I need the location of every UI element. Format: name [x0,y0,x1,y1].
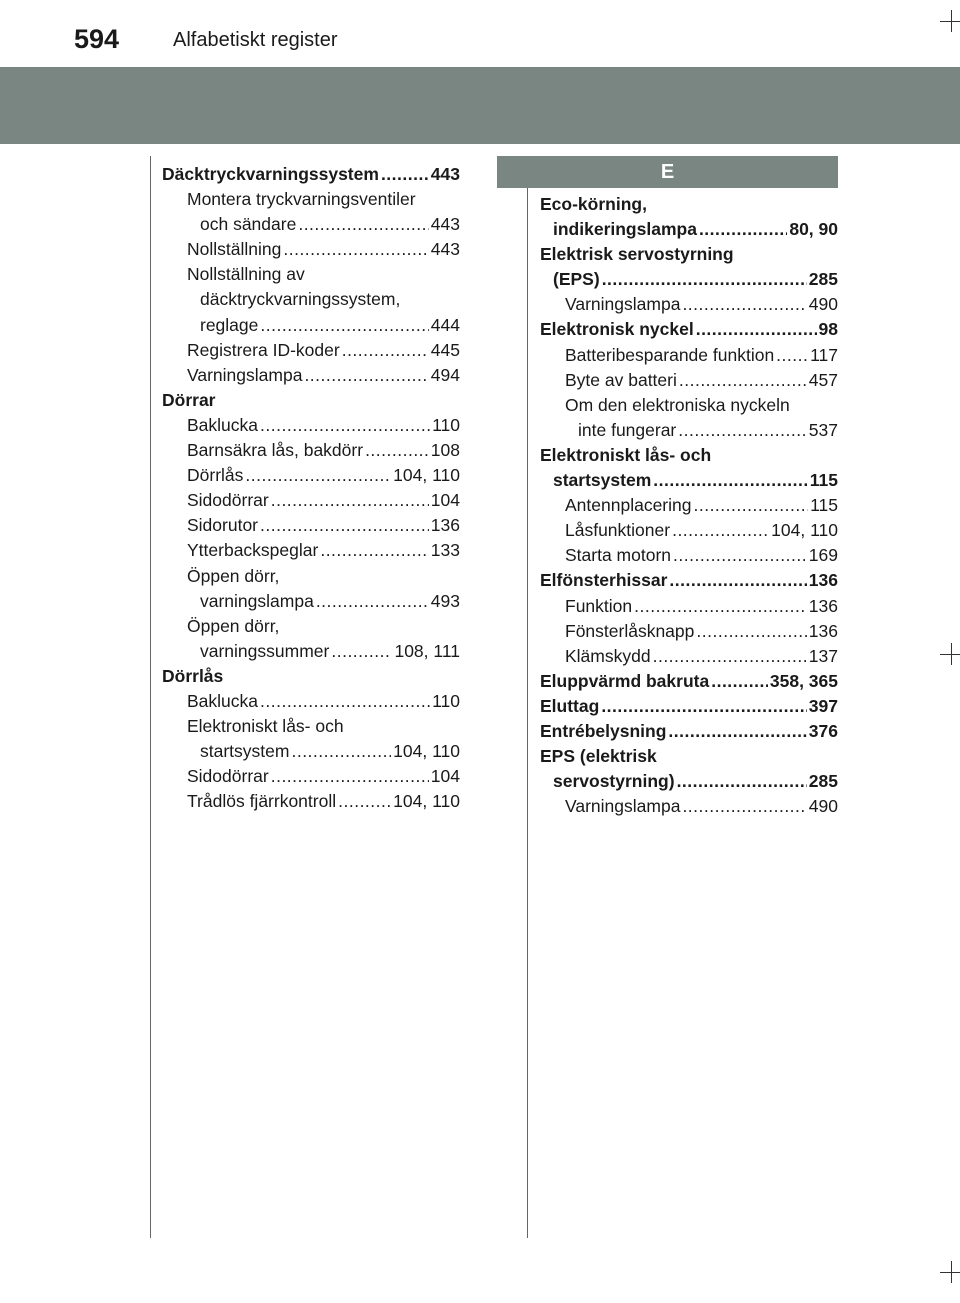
index-entry-term: Byte av batteri [565,369,677,390]
index-entry-page: 443 [430,164,460,184]
index-entry [162,388,460,413]
index-entry [162,237,460,262]
index-entry-page: 376 [808,720,838,741]
index-entry [162,488,460,513]
index-entry-term: servostyrning) [553,771,675,792]
index-entry-page: 397 [808,695,838,716]
index-entry [540,317,838,342]
index-entry [540,192,838,217]
index-entry-term: Låsfunktioner [565,520,671,541]
dot-leader [653,468,808,493]
index-entry-term: Trådlös fjärrkontroll [187,791,337,812]
index-entry [162,614,460,639]
dot-leader [365,438,429,463]
dot-leader [342,338,429,363]
index-entry-term: Eco-körning, [540,194,647,214]
dot-leader [260,689,430,714]
index-entry-page: 117 [810,344,838,365]
dot-leader [678,418,807,443]
index-entry-term: Elektroniskt lås- och [187,716,344,737]
dot-leader [381,162,429,187]
index-entry [162,564,460,589]
column-rule-left [150,156,151,1238]
index-entry-term: Sidorutor [187,515,259,536]
dot-leader [673,543,807,568]
index-entry [540,694,838,719]
index-entry [540,669,838,694]
dot-leader [668,719,806,744]
index-entry-term: Däcktryckvarningssystem [162,164,379,184]
index-column-right [540,192,838,819]
index-entry [162,438,460,463]
index-entry [540,744,838,769]
dot-leader [304,363,428,388]
index-entry-term: Elfönsterhissar [540,570,668,591]
index-entry [540,543,838,568]
index-entry [540,644,838,669]
dot-leader [331,639,392,664]
dot-leader [634,594,807,619]
dot-leader [696,619,806,644]
page-number: 594 [74,24,120,54]
index-entry-term: EPS (elektrisk [540,746,657,767]
dot-leader [699,217,787,242]
index-entry-term: Klämskydd [565,645,651,666]
index-entry-term: Ytterbackspeglar [187,540,319,561]
index-entry-page: 110 [432,414,460,435]
index-entry-term: Elektronisk nyckel [540,319,694,340]
index-entry-page: 136 [808,620,838,641]
index-entry-term: Elektrisk servostyrning [540,244,734,265]
index-entry-term: Barnsäkra lås, bakdörr [187,440,364,461]
index-entry-term: (EPS) [553,269,600,290]
index-entry-term: Baklucka [187,414,259,435]
index-entry-page: 108, 111 [394,640,460,661]
index-entry-page: 285 [808,269,838,290]
index-letter: E [660,160,675,183]
index-entry-page: 443 [430,239,460,260]
index-entry-page: 104, 110 [393,791,460,812]
index-entry-page: 494 [430,364,460,385]
index-entry-term: Nollställning av [187,264,305,285]
index-entry-term: däcktryckvarningssystem, [200,289,401,310]
dot-leader [320,538,428,563]
index-entry-term: Fönsterlåsknapp [565,620,695,641]
index-entry-term: Eluttag [540,695,600,716]
index-entry [162,338,460,363]
index-entry-page: 537 [808,419,838,440]
index-entry [162,664,460,689]
index-entry [162,463,460,488]
index-entry [540,217,838,242]
index-entry [162,764,460,789]
index-entry [540,594,838,619]
index-entry-term: Batteribesparande funktion [565,344,775,365]
dot-leader [283,237,428,262]
index-entry [162,714,460,739]
index-entry-term: Entrébelysning [540,720,667,741]
index-entry-term: Sidodörrar [187,766,269,787]
index-entry-term: Varningslampa [565,294,681,315]
index-entry-term: Varningslampa [187,364,303,385]
index-entry-page: 110 [432,690,460,711]
index-entry-term: startsystem [553,470,652,491]
index-entry-term: Om den elektroniska nyckeln [565,394,790,415]
index-entry-page: 108 [430,440,460,461]
index-entry-term: Baklucka [187,690,259,711]
index-entry-page: 104, 110 [393,741,460,762]
index-entry [540,794,838,819]
index-entry [540,619,838,644]
dot-leader [338,789,391,814]
index-entry-page: 443 [430,214,460,235]
dot-leader [677,769,807,794]
index-entry [540,719,838,744]
index-entry [162,589,460,614]
index-entry-page: 493 [430,590,460,611]
index-entry-page: 358, 365 [769,670,838,691]
index-entry-term: Eluppvärmd bakruta [540,670,710,691]
index-entry-term: Dörrlås [162,665,224,686]
index-entry-page: 98 [818,319,838,340]
index-entry-page: 104, 110 [771,520,838,541]
index-entry-page: 137 [808,645,838,666]
index-entry-term: Registrera ID-koder [187,339,340,360]
index-entry-term: Starta motorn [565,545,672,566]
index-entry [162,262,460,287]
dot-leader [669,568,806,593]
dot-leader [776,343,808,368]
page-header [0,0,960,61]
dot-leader [260,413,430,438]
index-entry-term: indikeringslampa [553,219,697,240]
index-entry-term: Öppen dörr, [187,565,280,586]
index-entry-term: Öppen dörr, [187,615,280,636]
index-entry-term: inte fungerar [578,419,677,440]
index-entry-term: Montera tryckvarningsventiler [187,189,416,210]
column-rule-middle [527,156,528,1238]
index-column-left [162,162,460,814]
index-entry [162,313,460,338]
index-entry [540,493,838,518]
index-entry-page: 133 [430,540,460,561]
index-entry [162,739,460,764]
index-entry-term: Varningslampa [565,796,681,817]
index-entry [540,343,838,368]
dot-leader [316,589,429,614]
index-entry-term: Sidodörrar [187,490,269,511]
index-entry [540,468,838,493]
index-entry-page: 490 [808,294,838,315]
dot-leader [653,644,807,669]
index-entry-page: 104 [430,766,460,787]
index-entry [162,513,460,538]
dot-leader [696,317,817,342]
crop-mark [940,654,960,655]
dot-leader [271,488,429,513]
dot-leader [245,463,391,488]
index-entry-page: 115 [810,495,838,516]
index-entry [162,413,460,438]
dot-leader [693,493,808,518]
index-entry-term: Nollställning [187,239,282,260]
index-entry [162,187,460,212]
index-entry-page: 136 [430,515,460,536]
index-entry [162,689,460,714]
index-letter-tab [497,156,838,188]
index-entry-term: Dörrar [162,389,216,410]
index-entry [162,789,460,814]
index-entry [540,443,838,468]
section-title: Alfabetiskt register [173,29,338,51]
index-entry-page: 115 [809,470,838,491]
index-entry-page: 445 [430,339,460,360]
index-entry [540,418,838,443]
index-entry-term: varningslampa [200,590,314,611]
index-entry-term: varningssummer [200,640,330,661]
index-entry [540,393,838,418]
dot-leader [271,764,429,789]
index-entry-page: 136 [808,595,838,616]
index-entry [162,162,460,187]
index-entry [540,242,838,267]
index-entry [162,538,460,563]
crop-mark [940,1272,960,1273]
index-entry [162,639,460,664]
index-entry [162,212,460,237]
index-entry [540,267,838,292]
dot-leader [291,739,391,764]
index-entry-page: 444 [430,314,460,335]
index-entry-page: 457 [808,369,838,390]
index-entry-term: reglage [200,314,259,335]
dot-leader [602,267,807,292]
dot-leader [260,313,428,338]
index-entry-page: 285 [808,771,838,792]
index-entry-page: 136 [808,570,838,591]
index-entry-term: startsystem [200,741,290,762]
index-entry-page: 490 [808,796,838,817]
index-entry-page: 80, 90 [789,219,838,240]
header-band [0,67,960,144]
dot-leader [682,794,806,819]
index-entry-term: Dörrlås [187,465,244,486]
index-entry [540,292,838,317]
index-entry [162,363,460,388]
index-entry-term: Antennplacering [565,495,692,516]
dot-leader [711,669,768,694]
index-entry [540,518,838,543]
dot-leader [260,513,429,538]
dot-leader [298,212,428,237]
index-entry-page: 104, 110 [393,465,460,486]
index-entry [540,769,838,794]
index-entry [162,287,460,312]
index-entry-term: Elektroniskt lås- och [540,444,712,465]
dot-leader [601,694,806,719]
index-entry-term: och sändare [200,214,297,235]
index-entry-term: Funktion [565,595,633,616]
dot-leader [679,368,807,393]
dot-leader [682,292,806,317]
crop-mark [940,21,960,22]
index-entry-page: 104 [430,490,460,511]
index-entry [540,568,838,593]
dot-leader [672,518,769,543]
index-entry-page: 169 [808,545,838,566]
index-entry [540,368,838,393]
